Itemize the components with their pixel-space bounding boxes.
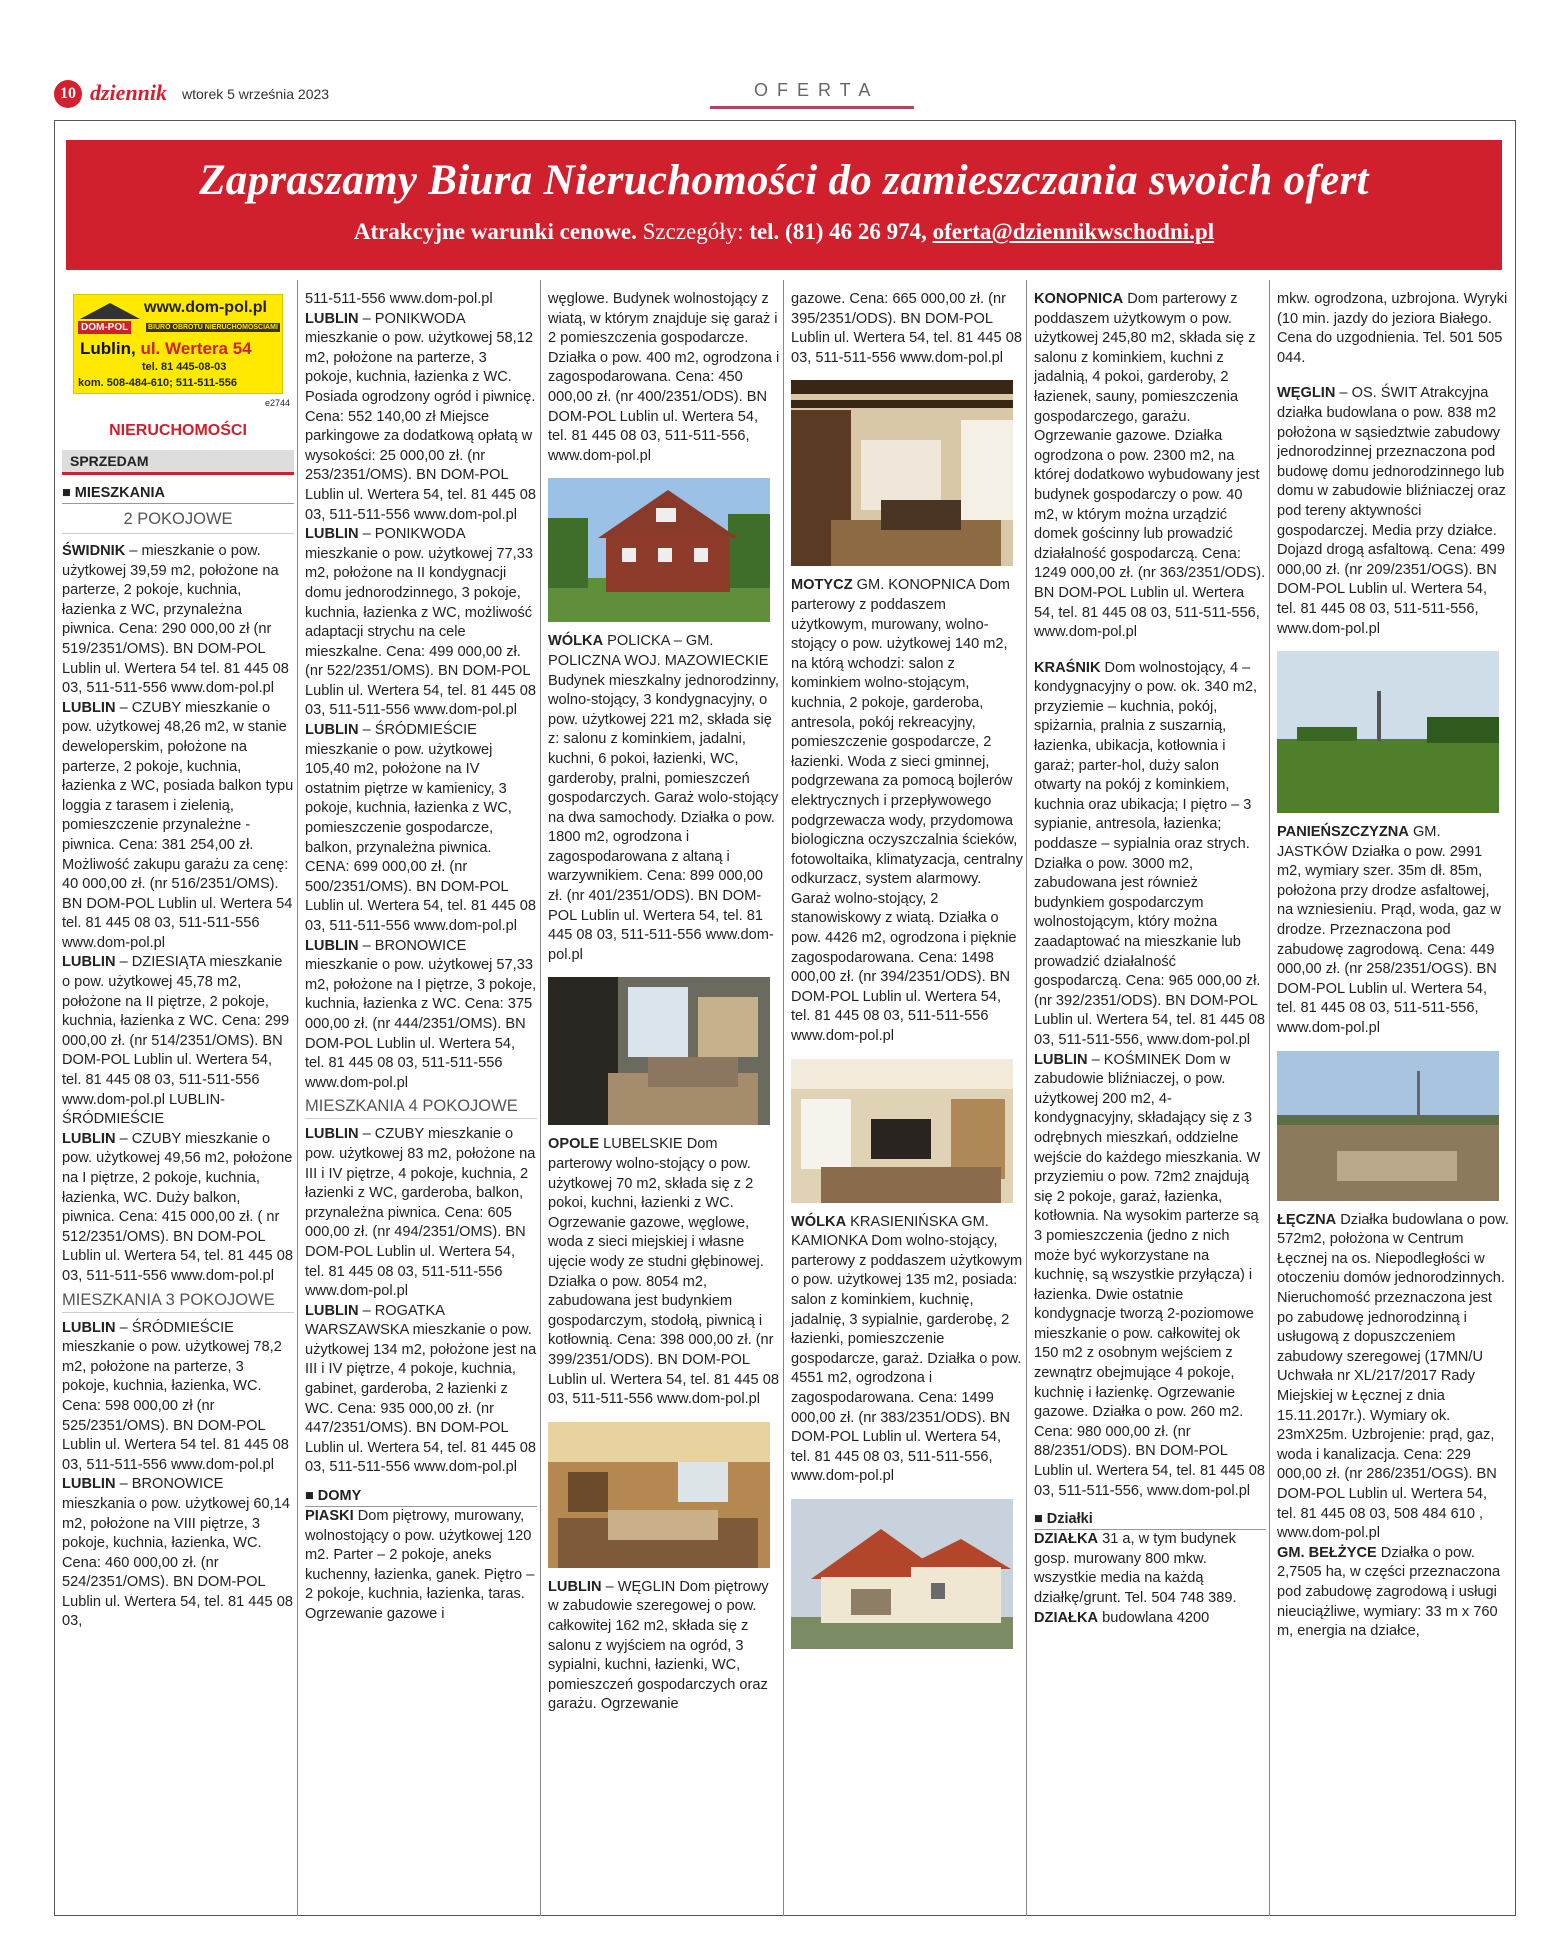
listing-text: – KOŚMINEK Dom w zabudowie bliźniaczej, o pow. użytkowej 200 m2, 4-kondygnacyjny, składający się z 3 odrębnych mieszkań, oddzielne wejście do każdego mieszkania. W przyziemiu o pow. 72m2 znajdują się 2 pokoje, garaż, łazienka, kotłownia. Na wysokim parterze są 3 pomieszczenia (jedno z nich może być wykorzystane na kuchnię, są wszystkie przyłącza) i łazienka. Dwie ostatnie kondygnacje tworzą 2-poziomowe mieszkanie o pow. całkowitej ok 150 m2 z osobnym wejściem z zewnątrz obejmujące 4 pokoje, kuchnię i łazienkę. Ogrzewanie gazowe. Działka o pow. 260 m2. Cena: 980 000,00 zł. (nr 88/2351/ODS). BN DOM-POL Lublin ul. Wertera 54, tel. 81 445 08 03, 511-511-556, www.dom-pol.pl (1034, 1051, 1265, 1499)
column-divider (1026, 280, 1027, 1916)
listing (791, 290, 1023, 368)
ad-code: e2744 (264, 398, 290, 408)
listing-text: – BRONOWICE mieszkanie o pow. użytkowej 57,33 m2, położone na I piętrze, 3 pokoje, kuchnia, łazienka z WC. Cena: 375 000,00 zł. (nr 444/2351/OMS). BN DOM-POL Lublin ul. Wertera 54, tel. 81 445 08 03, 511-511-556 www.dom-pol.pl (305, 937, 537, 1091)
listing-location: KONOPNICA (1034, 291, 1124, 307)
listing-text: Działka o pow. 2,7505 ha, w części przeznaczona pod zabudowę zagrodową i usługi nieuciążliwe, wymiary: 33 m x 760 m, energia na działce, (1277, 1544, 1501, 1640)
listing (1034, 1609, 1266, 1629)
listing (62, 542, 294, 699)
listing-location: LUBLIN (305, 526, 359, 543)
spacer (1277, 368, 1509, 384)
listing (1034, 659, 1266, 1051)
listing-text: mkw. ogrodzona, uzbrojona. Wyryki (10 min. jazdy do jeziora Białego. Cena do uzgodnienia. Tel. 501 505 044. (1277, 291, 1508, 366)
salon-photo (791, 1059, 1013, 1203)
banner-details: Szczegóły: (642, 219, 744, 244)
promo-banner (66, 140, 1502, 270)
subheading-4-rooms: MIESZKANIA 4 POKOJOWE (305, 1097, 537, 1119)
house-photo (548, 478, 770, 622)
interior-photo (548, 977, 770, 1125)
listing-location: GM. BEŁŻYCE (1277, 1544, 1377, 1561)
listing-text: – WĘGLIN Dom piętrowy w zabudowie szeregowej o pow. całkowitej 162 m2, składa się z salonu z wyjściem na ogród, 3 sypialni, kuchni, łazienki, WC, pomieszczeń gospodarczych oraz garażu. Ogrzewanie (548, 1578, 769, 1713)
listing (62, 699, 294, 954)
listing (1277, 823, 1509, 1039)
listing-text: – ŚRÓDMIEŚCIE mieszkanie o pow. użytkowej 105,40 m2, położone na IV ostatnim piętrze w kamienicy, 3 pokoje, kuchnia, łazienka z WC, pomieszczenie gospodarcze, balkon, przynależna piwnica. CENA: 699 000,00 zł. (nr 500/2351/OMS). BN DOM-POL Lublin ul. Wertera 54, tel. 81 445 08 03, 511-511-556 www.dom-pol.pl (305, 722, 536, 934)
section-title: OFERTA (754, 80, 880, 100)
listing-location: MOTYCZ (791, 577, 853, 594)
listing (305, 1125, 537, 1301)
column-4 (791, 290, 1023, 1910)
sprzedam-label: SPRZEDAM (62, 450, 294, 475)
listing-text: Działka budowlana o pow. 572m2, położona w Centrum Łęcznej na os. Niepodległości w otoczeniu domów jednorodzinnych. Nieruchomość przeznaczona jest po zabudowę jednorodzinną i usługową z dopuszczeniem zabudowy szeregowej (17MN/U Uchwała nr XL/217/2017 Rady Miejskiej w Łęcznej z dnia 15.11.2017r.). Wymiary ok. 23mX25m. Uzbrojenie: prąd, gaz, woda i kanalizacja. Cena: 229 000,00 zł. (nr 286/2351/OGS). BN DOM-POL Lublin ul. Wertera 54, tel. 81 445 08 03, 508 484 610 , www.dom-pol.pl (1277, 1211, 1509, 1542)
listing (548, 1578, 780, 1715)
listing (62, 1130, 294, 1287)
listing-text: 511-511-556 www.dom-pol.pl (305, 291, 493, 307)
banner-title: Zapraszamy Biura Nieruchomości do zamieszczania swoich ofert (199, 157, 1369, 204)
interior-beams-photo (791, 380, 1013, 566)
column-divider (1269, 280, 1270, 1916)
listing-text: – DZIESIĄTA mieszkanie o pow. użytkowej 45,78 m2, położone na II piętrze, 2 pokoje, kuchnia, łazienka z WC. Cena: 299 000,00 zł. (nr 514/2351/OMS). BN DOM-POL Lublin ul. Wertera 54, tel. 81 445 08 03, 511-511-556 www.dom-pol.pl LUBLIN- ŚRÓDMIEŚCIE (62, 954, 290, 1128)
listing-location: LUBLIN (305, 310, 359, 327)
listing (305, 937, 537, 1094)
column-divider (783, 280, 784, 1916)
listing-text: – ROGATKA WARSZAWSKA mieszkanie o pow. użytkowej 134 m2, położone jest na III i IV piętrze, 4 pokoje, kuchnia, gabinet, garderoba, 2 łazienki z WC. Cena: 935 000,00 zł. (nr 447/2351/OMS). BN DOM-POL Lublin ul. Wertera 54, tel. 81 445 08 03, 511-511-556 www.dom-pol.pl (305, 1302, 537, 1476)
listing-text: – PONIKWODA mieszkanie o pow. użytkowej 77,33 m2, położone na II kondygnacji domu jednorodzinnego, 3 pokoje, kuchnia, łazienka z WC, możliwość adaptacji strychu na cele mieszkalne. Cena: 499 000,00 zł. (nr 522/2351/OMS). BN DOM-POL Lublin ul. Wertera 54, tel. 81 445 08 03, 511-511-556 www.dom-pol.pl (305, 526, 536, 719)
logo-name: DOM-POL (78, 321, 131, 334)
logo-mobile: kom. 508-484-610; 511-511-556 (78, 377, 238, 389)
column-1 (62, 290, 294, 1910)
mieszkania-label: MIESZKANIA (74, 485, 166, 501)
listing (791, 1213, 1023, 1487)
section-rule (710, 106, 914, 109)
subheading-2-rooms: 2 POKOJOWE (62, 510, 294, 534)
logo-city: Lublin, (80, 339, 136, 358)
listing (305, 290, 537, 310)
listing-location: LUBLIN (1034, 1051, 1088, 1068)
listing-location: WĘGLIN (1277, 385, 1336, 402)
listing-location: LUBLIN (62, 1319, 116, 1336)
listing-text: – mieszkanie o pow. użytkowej 39,59 m2, położone na parterze, 2 pokoje, kuchnia, łazienka z WC, przynależna piwnica. Cena: 290 000,00 zł (nr 519/2351/OMS). BN DOM-POL Lublin ul. Wertera 54 tel. 81 445 08 03, 511-511-556 www.dom-pol.pl (62, 543, 289, 697)
listing-text: – CZUBY mieszkanie o pow. użytkowej 48,26 m2, w stanie deweloperskim, położone na parterze, 2 pokoje, kuchnia, łazienka z WC, posiada balkon typu loggia z tarasem i zielenią, pomieszczenie przynależne - piwnica. Cena: 381 254,00 zł. Możliwość zakupu garażu za cenę: 40 000,00 zł. (nr 516/2351/OMS). BN DOM-POL Lublin ul. Wertera 54 tel. 81 445 08 03, 511-511-556 www.dom-pol.pl (62, 699, 294, 951)
listing-text: Dom piętrowy, murowany, wolnostojący o pow. użytkowej 120 m2. Parter – 2 pokoje, aneks kuchenny, łazienka, ganek. Piętro – 2 pokoje, kuchnia, łazienka, taras. Ogrzewanie gazowe i (305, 1508, 535, 1622)
newspaper-logo: dziennik (90, 80, 168, 105)
column-2 (305, 290, 537, 1910)
listing (1034, 1530, 1266, 1608)
listing-text: budowlana 4200 (1098, 1609, 1210, 1626)
listing-location: LUBLIN (62, 699, 116, 716)
listing-text: GM. KONOPNICA Dom parterowy z poddaszem użytkowym, murowany, wolno-stojący o pow. użytkowej 140 m2, na którą wchodzi: salon z kominkiem wolno-stojącym, kuchnia, 2 pokoje, garderoba, antresola, pokój rekreacyjny, pomieszczenie gospodarcze, 2 łazienki. Woda z sieci gminnej, podgrzewana za pomocą bojlerów elektrycznych i przepływowego podgrzewacza wody, przydomowa biologiczna oczyszczalnia ścieków, fotowoltaika, klimatyzacja, centralny odkurzacz, system alarmowy. Garaż wolno-stojący, 2 stanowiskowy z wiatą. Działka o pow. 4426 m2, ogrodzona i pięknie zagospodarowana. Cena: 1498 000,00 zł. (nr 394/2351/ODS). BN DOM-POL Lublin ul. Wertera 54, tel. 81 445 08 03, 511-511-556 www.dom-pol.pl (791, 577, 1023, 1045)
listing (1277, 290, 1509, 368)
listing-location: LUBLIN (62, 954, 116, 971)
listing-text: – CZUBY mieszkanie o pow. użytkowej 83 m2, położone na III i IV piętrze, 4 pokoje, kuchnia, 2 łazienki z WC, garderoba, balkon, przynależna piwnica. Cena: 605 000,00 zł. (nr 494/2351/OMS). BN DOM-POL Lublin ul. Wertera 54, tel. 81 445 08 03, 511-511-556 www.dom-pol.pl (305, 1126, 536, 1300)
listing-location: ŁĘCZNA (1277, 1211, 1337, 1228)
listing-text: 31 a, w tym budynek gosp. murowany 800 mkw. wszystkie media na każdą działkę/grunt. Tel. 504 748 389. (1034, 1531, 1237, 1606)
listing (1277, 384, 1509, 639)
banner-phone: tel. (81) 46 26 974, (749, 219, 927, 244)
listing (305, 525, 537, 721)
listing-text: LUBELSKIE Dom parterowy wolno-stojący o pow. użytkowej 70 m2, składa się z 2 pokoi, kuchni, łazienki z WC. Ogrzewanie gazowe, węglowe, woda z sieci miejskiej i własne ujęcie wody ze studni głębinowej. Działka o pow. 8054 m2, zabudowana jest budynkiem gospodarczym, stodołą, piwnicą i kotłownią. Cena: 398 000,00 zł. (nr 399/2351/ODS). BN DOM-POL Lublin ul. Wertera 54, tel. 81 445 08 03, 511-511-556 www.dom-pol.pl (548, 1136, 779, 1408)
house-exterior-photo (791, 1499, 1013, 1649)
listing-location: WÓLKA (548, 633, 604, 650)
listing-location: LUBLIN (548, 1578, 602, 1595)
listing (62, 1319, 294, 1476)
page-number: 10 (54, 80, 82, 108)
dzialki-label: Działki (1046, 1511, 1093, 1528)
listing (1034, 1051, 1266, 1502)
listing (548, 632, 780, 965)
logo-url: www.dom-pol.pl (144, 299, 267, 316)
dzialki-heading: ■ Działki (1034, 1511, 1266, 1530)
logo-phone: tel. 81 445-08-03 (142, 361, 227, 373)
listing-text: – ŚRÓDMIEŚCIE mieszkanie o pow. użytkowej 78,2 m2, położone na parterze, 3 pokoje, kuchnia, łazienka, WC. Cena: 598 000,00 zł (nr 525/2351/OMS). BN DOM-POL Lublin ul. Wertera 54 tel. 81 445 08 03, 511-511-556 www.dom-pol.pl (62, 1319, 289, 1473)
listing-location: PIASKI (305, 1508, 354, 1525)
listing-text: GM. JASTKÓW Działka o pow. 2991 m2, wymiary szer. 35m dł. 85m, położona przy drodze asfaltowej, na wzniesieniu. Prąd, woda, gaz w drodze. Przeznaczona pod zabudowę zagrodową. Cena: 449 000,00 zł. (nr 258/2351/OGS). BN DOM-POL Lublin ul. Wertera 54, tel. 81 445 08 03, 511-511-556, www.dom-pol.pl (1277, 824, 1501, 1037)
listing (1277, 1211, 1509, 1544)
listing-text: gazowe. Cena: 665 000,00 zł. (nr 395/2351/ODS). BN DOM-POL Lublin ul. Wertera 54, tel. 81 445 08 03, 511-511-556 www.dom-pol.pl (791, 291, 1022, 366)
banner-lead: Atrakcyjne warunki cenowe. (353, 219, 637, 244)
column-divider (297, 280, 298, 1916)
domy-heading: ■ DOMY (305, 1488, 537, 1507)
listing-location: LUBLIN (305, 937, 359, 954)
listing-location: OPOLE (548, 1136, 600, 1153)
listing-text: – PONIKWODA mieszkanie o pow. użytkowej 58,12 m2, położone na parterze, 3 pokoje, kuchnia, łazienka z WC. Posiada ogrodzony ogród i piwnicę. Cena: 552 140,00 zł Miejsce parkingowe za dodatkową opłatą w wysokości: 25 000,00 zł. (nr 253/2351/OMS). BN DOM-POL Lublin ul. Wertera 54, tel. 81 445 08 03, 511-511-556 www.dom-pol.pl (305, 310, 536, 523)
listing-text: Dom wolnostojący, 4 – kondygnacyjny o pow. ok. 340 m2, przyziemie – kuchnia, pokój, spiżarnia, pralnia z suszarnią, łazienka, ubikacja, kotłownia i garaż; parter-hol, duży salon otwarty na pokój z kominkiem, kuchnia oraz ubikacja; I piętro – 3 sypianie, antresola, łazienka; poddasze – sypialnia oraz strych. Działka o pow. 3000 m2, zabudowana jest również budynkiem gospodarczym wolnostojącym, który można zaadaptować na mieszkanie lub prowadzić działalność gospodarczą. Cena: 965 000,00 zł. (nr 392/2351/ODS). BN DOM-POL Lublin ul. Wertera 54, tel. 81 445 08 03, 511-511-556, www.dom-pol.pl (1034, 659, 1265, 1048)
listing-location: LUBLIN (305, 1126, 359, 1143)
column-divider (540, 280, 541, 1916)
page-header (54, 80, 1514, 116)
listing-location: DZIAŁKA (1034, 1609, 1099, 1626)
listing (305, 310, 537, 526)
issue-date: wtorek 5 września 2023 (182, 86, 330, 102)
subheading-3-rooms: MIESZKANIA 3 POKOJOWE (62, 1291, 294, 1313)
listing (305, 1507, 537, 1625)
listing-text: Dom parterowy z poddaszem użytkowym o pow. użytkowej 245,80 m2, składa się z salonu z kominkiem, kuchni z jadalnią, 4 pokoi, garderoby, 2 łazienek, sauny, pomieszczenia gospodarczego, garażu. Ogrzewanie gazowe. Działka ogrodzona o pow. 2300 m2, na której dodatkowo wybudowany jest budynek gospodarczy o pow. 40 m2, w którym można urządzić domek gościnny lub prowadzić działalność gospodarczą. Cena: 1249 000,00 zł. (nr 363/2351/ODS). BN DOM-POL Lublin ul. Wertera 54, tel. 81 445 08 03, 511-511-556, www.dom-pol.pl (1034, 291, 1266, 641)
house-roof-icon (80, 303, 140, 319)
listing-location: ŚWIDNIK (62, 543, 126, 559)
listing-location: LUBLIN (305, 1302, 359, 1319)
listing-location: PANIEŃSZCZYZNA (1277, 824, 1409, 841)
logo-address (80, 339, 252, 359)
listing (548, 290, 780, 466)
listing-text: POLICKA – GM. POLICZNA WOJ. MAZOWIECKIE Budynek mieszkalny jednorodzinny, wolno-stojący, 3 kondygnacyjny, o pow. użytkowej 221 m2, składa się z: salonu z kominkiem, jadalni, kuchni, 6 pokoi, łazienki, WC, garderoby, pralni, pomieszczeń gospodarczych. Garaż wolo-stojący na dwa samochody. Działka o pow. 1800 m2, ogrodzona i zagospodarowana z altaną i warzywnikiem. Cena: 899 000,00 zł. (nr 401/2351/ODS). BN DOM-POL Lublin ul. Wertera 54, tel. 81 445 08 03, 511-511-556 www.dom-pol.pl (548, 633, 779, 963)
banner-email-link[interactable]: oferta@dziennikwschodni.pl (932, 219, 1215, 244)
mieszkania-heading: ■ MIESZKANIA (62, 485, 294, 504)
column-6 (1277, 290, 1509, 1910)
column-5 (1034, 290, 1266, 1910)
listing-text: KRASIENIŃSKA GM. KAMIONKA Dom wolno-stojący, parterowy z poddaszem użytkowym o pow. użytkowej 135 m2, posiada: salon z kominkiem, kuchnię, jadalnię, 3 sypialnie, garderobę, 2 łazienki, pomieszczenie gospodarcze, garaż. Działka o pow. 4551 m2, ogrodzona i zagospodarowana. Cena: 1499 000,00 zł. (nr 383/2351/ODS). BN DOM-POL Lublin ul. Wertera 54, tel. 81 445 08 03, 511-511-556, www.dom-pol.pl (791, 1213, 1023, 1485)
dom-pol-logo (73, 294, 283, 394)
banner-subtitle (66, 219, 1502, 245)
logo-biuro: BIURO OBROTU NIERUCHOMOŚCIAMI (148, 324, 278, 331)
listing (62, 953, 294, 1129)
listing (548, 1135, 780, 1409)
listing-location: WÓLKA (791, 1213, 847, 1230)
listing-location: LUBLIN (305, 722, 359, 739)
spacer (1034, 643, 1266, 659)
listing-text: węglowe. Budynek wolnostojący z wiatą, w którym znajduje się garaż i 2 pomieszczenia gospodarcze. Działka o pow. 400 m2, ogrodzona i zagospodarowana. Cena: 450 000,00 zł. (nr 400/2351/ODS). BN DOM-POL Lublin ul. Wertera 54, tel. 81 445 08 03, 511-511-556, www.dom-pol.pl (548, 291, 780, 464)
listing (305, 721, 537, 937)
listing (1277, 1544, 1509, 1642)
listing-location: LUBLIN (62, 1476, 116, 1493)
listing-text: – CZUBY mieszkanie o pow. użytkowej 49,56 m2, położone na I piętrze, 2 pokoje, kuchnia, łazienka, WC. Duży balkon, piwnica. Cena: 415 000,00 zł. ( nr 512/2351/OMS). BN DOM-POL Lublin ul. Wertera 54, tel. 81 445 08 03, 511-511-556 www.dom-pol.pl (62, 1130, 293, 1284)
listing (305, 1302, 537, 1478)
listing (791, 576, 1023, 1046)
listing-text: – BRONOWICE mieszkania o pow. użytkowej 60,14 m2, położone na VIII piętrze, 3 pokoje, kuchnia, łazienka, WC. Cena: 460 000,00 zł. (nr 524/2351/OMS). BN DOM-POL Lublin ul. Wertera 54, tel. 81 445 08 03, (62, 1476, 293, 1630)
domy-label: DOMY (317, 1488, 362, 1505)
logo-street: ul. Wertera 54 (140, 339, 252, 358)
listing (62, 1475, 294, 1632)
listing-text: – OS. ŚWIT Atrakcyjna działka budowlana o pow. 838 m2 położona w sąsiedztwie zabudowy jednorodzinnej przeznaczona pod budowę domu jednorodzinnego lub domu w zabudowie bliźniaczej oraz pod tereny aktywności gospodarczej. Media przy działce. Dojazd drogą asfaltową. Cena: 499 000,00 zł. (nr 209/2351/OGS). BN DOM-POL Lublin ul. Wertera 54, tel. 81 445 08 03, 511-511-556, www.dom-pol.pl (1277, 385, 1506, 637)
column-3 (548, 290, 780, 1910)
listing-location: KRAŚNIK (1034, 659, 1101, 676)
living-room-photo (548, 1422, 770, 1568)
category-heading: NIERUCHOMOŚCI (109, 422, 247, 439)
listing-location: LUBLIN (62, 1130, 116, 1147)
field-photo (1277, 651, 1499, 813)
plot-photo (1277, 1051, 1499, 1201)
listing (1034, 290, 1266, 643)
listing-location: DZIAŁKA (1034, 1531, 1099, 1548)
